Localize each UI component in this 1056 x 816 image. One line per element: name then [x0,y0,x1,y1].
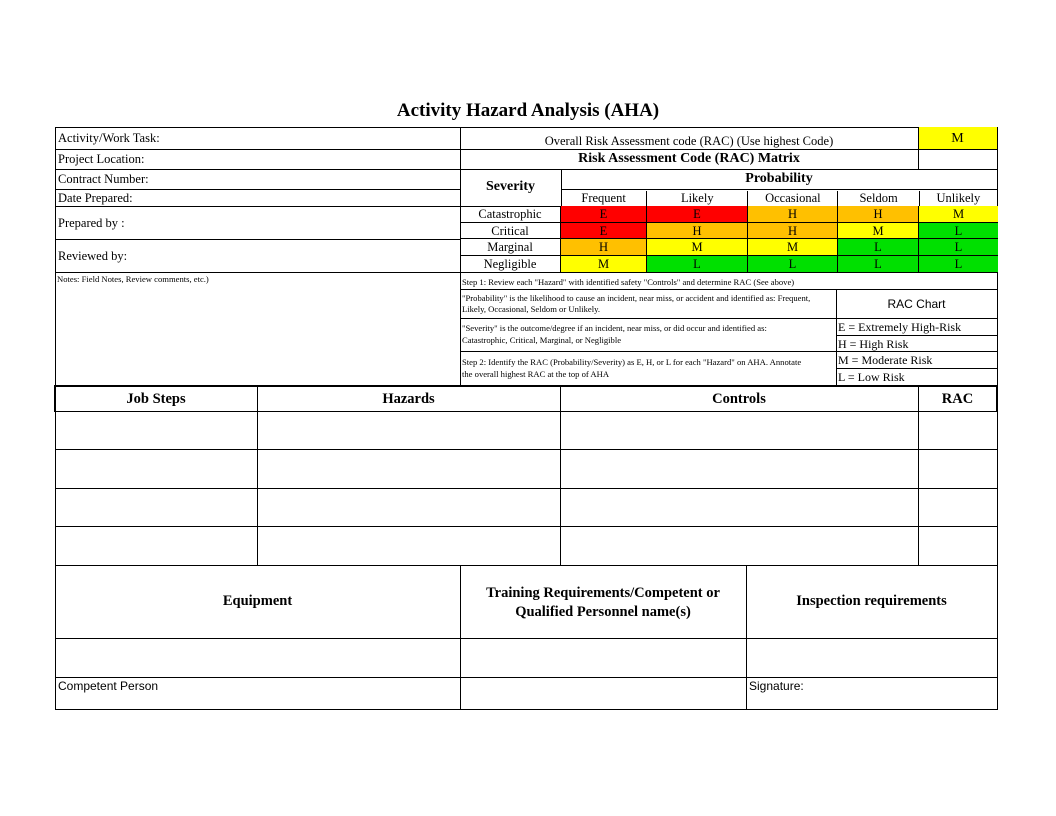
rac-matrix-cell: H [748,223,838,240]
reviewed-by-label: Reviewed by: [58,249,128,263]
rac-matrix-cell: L [838,256,919,273]
step2-text-2: the overall highest RAC at the top of AHA [462,369,610,379]
competent-person-label: Competent Person [58,679,159,693]
col-controls: Controls [712,391,766,407]
rac-matrix-cell: E [647,206,748,223]
rac-matrix-cell: L [919,256,998,273]
rac-matrix-cell: H [838,206,919,223]
job-step-cell[interactable] [56,450,257,488]
prob-col-seldom: Seldom [838,191,919,207]
training-header-1: Training Requirements/Competent or [486,585,720,601]
rac-chart-e: E = Extremely High-Risk [838,320,962,334]
severity-text-1: "Severity" is the outcome/degree if an incident, near miss, or did occur and identified as: [462,323,767,333]
rac-chart-h: H = High Risk [838,337,909,351]
training-header-2: Qualified Personnel name(s) [515,604,691,620]
rac-matrix-cell: E [561,223,647,240]
rac-matrix-cell: H [748,206,838,223]
severity-row-label: Marginal [460,239,561,256]
rac-matrix-cell: L [838,239,919,256]
rac-matrix-cell: L [919,223,998,240]
rac-matrix-cell: E [561,206,647,223]
page-title: Activity Hazard Analysis (AHA) [396,100,660,121]
col-job-steps: Job Steps [126,391,186,407]
rac-matrix-cell: H [647,223,748,240]
rac-matrix-cell: M [561,256,647,273]
rac-matrix-cell: M [838,223,919,240]
severity-text-2: Catastrophic, Critical, Marginal, or Negligible [462,335,622,345]
prob-col-frequent: Frequent [561,191,647,207]
overall-rac-label: Overall Risk Assessment code (RAC) (Use highest Code) [544,134,834,148]
overall-rac-value[interactable]: M [951,131,964,146]
date-label: Date Prepared: [58,191,133,205]
severity-row-label: Negligible [460,256,561,273]
location-label: Project Location: [58,152,145,166]
rac-matrix-cell: M [647,239,748,256]
rac-matrix-cell: L [647,256,748,273]
prob-col-likely: Likely [647,191,748,207]
signature-label: Signature: [749,679,804,693]
job-step-cell[interactable] [56,527,257,565]
col-rac: RAC [941,391,974,407]
inspection-cell[interactable] [747,639,997,677]
probability-header: Probability [745,171,813,186]
prob-col-unlikely: Unlikely [936,191,981,205]
severity-row-label: Critical [460,223,561,240]
rac-chart-title: RAC Chart [887,297,946,311]
step2-text-1: Step 2: Identify the RAC (Probability/Severity) as E, H, or L for each "Hazard" on AHA. Annotate [462,357,802,367]
rac-matrix-cell: H [561,239,647,256]
step1-text: Step 1: Review each "Hazard" with identified safety "Controls" and determine RAC (See above) [462,277,795,287]
inspection-header: Inspection requirements [796,593,947,609]
training-cell[interactable] [461,639,746,677]
job-step-cell[interactable] [56,412,257,449]
probability-text-2: Likely, Occasional, Seldom or Unlikely. [462,304,601,314]
equipment-cell[interactable] [56,639,460,677]
rac-matrix-cell: L [748,256,838,273]
prob-col-occasional: Occasional [748,191,838,207]
prepared-by-label: Prepared by : [58,216,125,230]
job-step-cell[interactable] [56,489,257,526]
matrix-title: Risk Assessment Code (RAC) Matrix [578,151,800,166]
risk-matrix [460,206,997,272]
rac-matrix-cell: M [748,239,838,256]
notes-label: Notes: Field Notes, Review comments, etc.) [57,274,209,284]
severity-row-label: Catastrophic [460,206,561,223]
rac-chart-m: M = Moderate Risk [838,353,933,367]
probability-text-1: "Probability" is the likelihood to cause an incident, near miss, or accident and identified as: Frequent, [462,293,811,303]
col-hazards: Hazards [382,391,435,407]
probability-columns [561,189,997,206]
rac-matrix-cell: M [919,206,998,223]
severity-header: Severity [486,179,535,194]
contract-label: Contract Number: [58,172,149,186]
rac-chart-l: L = Low Risk [838,370,905,384]
rac-matrix-cell: L [919,239,998,256]
equipment-header: Equipment [222,593,293,609]
activity-label: Activity/Work Task: [58,131,160,145]
